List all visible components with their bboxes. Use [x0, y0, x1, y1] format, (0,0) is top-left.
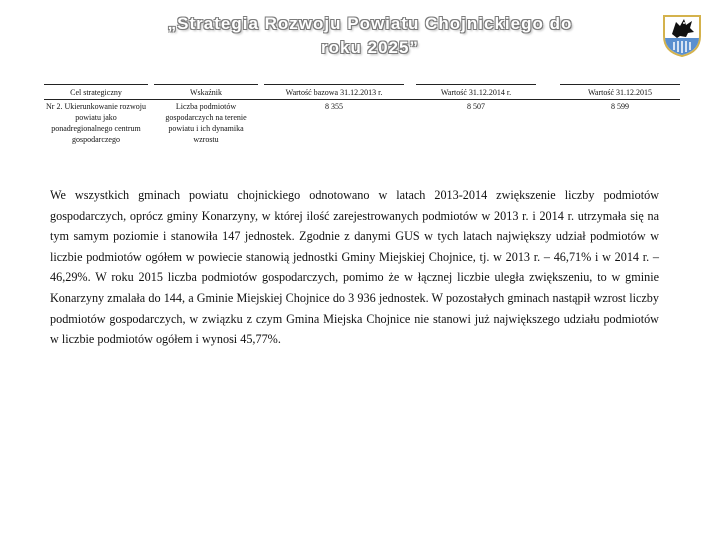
- page-title: [150, 12, 590, 57]
- cell-goal: Nr 2. Ukierunkowanie rozwoju powiatu jako ponadregionalnego centrum gospodarczego: [46, 102, 146, 144]
- table-row: [44, 100, 680, 145]
- cell-indicator: Liczba podmiotów gospodarczych na terenie powiatu i ich dynamika wzrostu: [165, 102, 247, 144]
- column-header-goal: Cel strategiczny: [44, 84, 148, 98]
- cell-value-2014: 8 507: [467, 102, 485, 111]
- body-paragraph: We wszystkich gminach powiatu chojnickiego odnotowano w latach 2013-2014 zwiększenie liczby podmiotów gospodarczych, oprócz gminy Konarzyny, w której ilość zarejestrowanych podmiotów w 2013 r. i 2014 r. utrzymała się na tym samym poziomie i stanowiła 147 jednostek. Zgodnie z danymi GUS w tych latach największy udział podmiotów w liczbie podmiotów ogółem w powiecie stanowią jednostki Gminy Miejskiej Chojnice, tj. w 2013 r. – 46,71% i w 2014 r. – 46,29%. W roku 2015 liczba podmiotów gospodarczych, pomimo że w łącznej liczbie uległa zwiększeniu, to w gminie Konarzyny zmalała do 144, a Gminie Miejskiej Chojnice do 3 936 jednostek. W pozostałych gminach nastąpił wzrost liczby podmiotów gospodarczych, w związku z czym Gmina Miejska Chojnice nie stanowi już największego udziału podmiotów w liczbie podmiotów ogółem i wynosi 45,77%.: [50, 188, 659, 347]
- page-title-line-2: roku 2025”: [321, 38, 419, 57]
- column-header-value-2014: Wartość 31.12.2014 r.: [416, 84, 536, 98]
- column-header-indicator: Wskaźnik: [154, 84, 258, 98]
- county-coat-of-arms-icon: [662, 14, 702, 58]
- cell-value-2015: 8 599: [611, 102, 629, 111]
- column-header-value-2013: Wartość bazowa 31.12.2013 r.: [264, 84, 404, 98]
- table-header-row: [44, 84, 680, 100]
- indicator-table: [44, 84, 680, 145]
- page-title-line-1: „Strategia Rozwoju Powiatu Chojnickiego do: [167, 14, 573, 33]
- cell-value-2013: 8 355: [325, 102, 343, 111]
- column-header-value-2015: Wartość 31.12.2015: [560, 84, 680, 98]
